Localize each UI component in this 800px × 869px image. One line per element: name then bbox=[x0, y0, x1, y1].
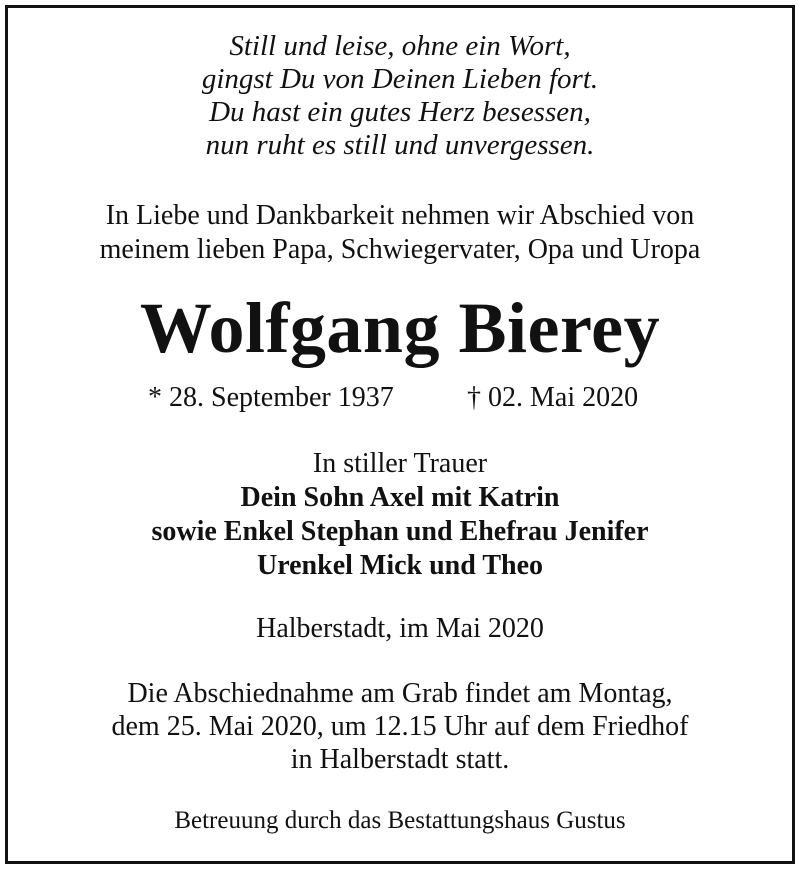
death-date: † 02. Mai 2020 bbox=[467, 382, 639, 413]
intro-line-2: meinem lieben Papa, Schwiegervater, Opa und Uropa bbox=[99, 234, 701, 265]
poem-line-1: Still und leise, ohne ein Wort, bbox=[229, 30, 571, 62]
ceremony-line-1: Die Abschiednahme am Grab findet am Montag, bbox=[127, 678, 673, 709]
ceremony-line-3: in Halberstadt statt. bbox=[290, 744, 510, 775]
birth-date: * 28. September 1937 bbox=[148, 382, 394, 413]
poem-line-2: gingst Du von Deinen Lieben fort. bbox=[201, 63, 599, 95]
poem-line-4: nun ruht es still und unvergessen. bbox=[205, 129, 595, 161]
mourning-heading: In stiller Trauer bbox=[312, 448, 488, 479]
place-date: Halberstadt, im Mai 2020 bbox=[256, 613, 544, 644]
mourner-line-2: sowie Enkel Stephan und Ehefrau Jenifer bbox=[151, 516, 649, 547]
ceremony-line-2: dem 25. Mai 2020, um 12.15 Uhr auf dem Friedhof bbox=[111, 711, 689, 742]
funeral-home-credit: Betreuung durch das Bestattungshaus Gustus bbox=[174, 807, 626, 834]
mourner-line-3: Urenkel Mick und Theo bbox=[256, 550, 543, 581]
life-dates bbox=[0, 380, 800, 416]
intro-line-1: In Liebe und Dankbarkeit nehmen wir Abschied von bbox=[105, 200, 695, 231]
deceased-name: Wolfgang Bierey bbox=[139, 288, 661, 368]
mourner-line-1: Dein Sohn Axel mit Katrin bbox=[240, 482, 560, 513]
poem-line-3: Du hast ein gutes Herz besessen, bbox=[209, 96, 591, 128]
